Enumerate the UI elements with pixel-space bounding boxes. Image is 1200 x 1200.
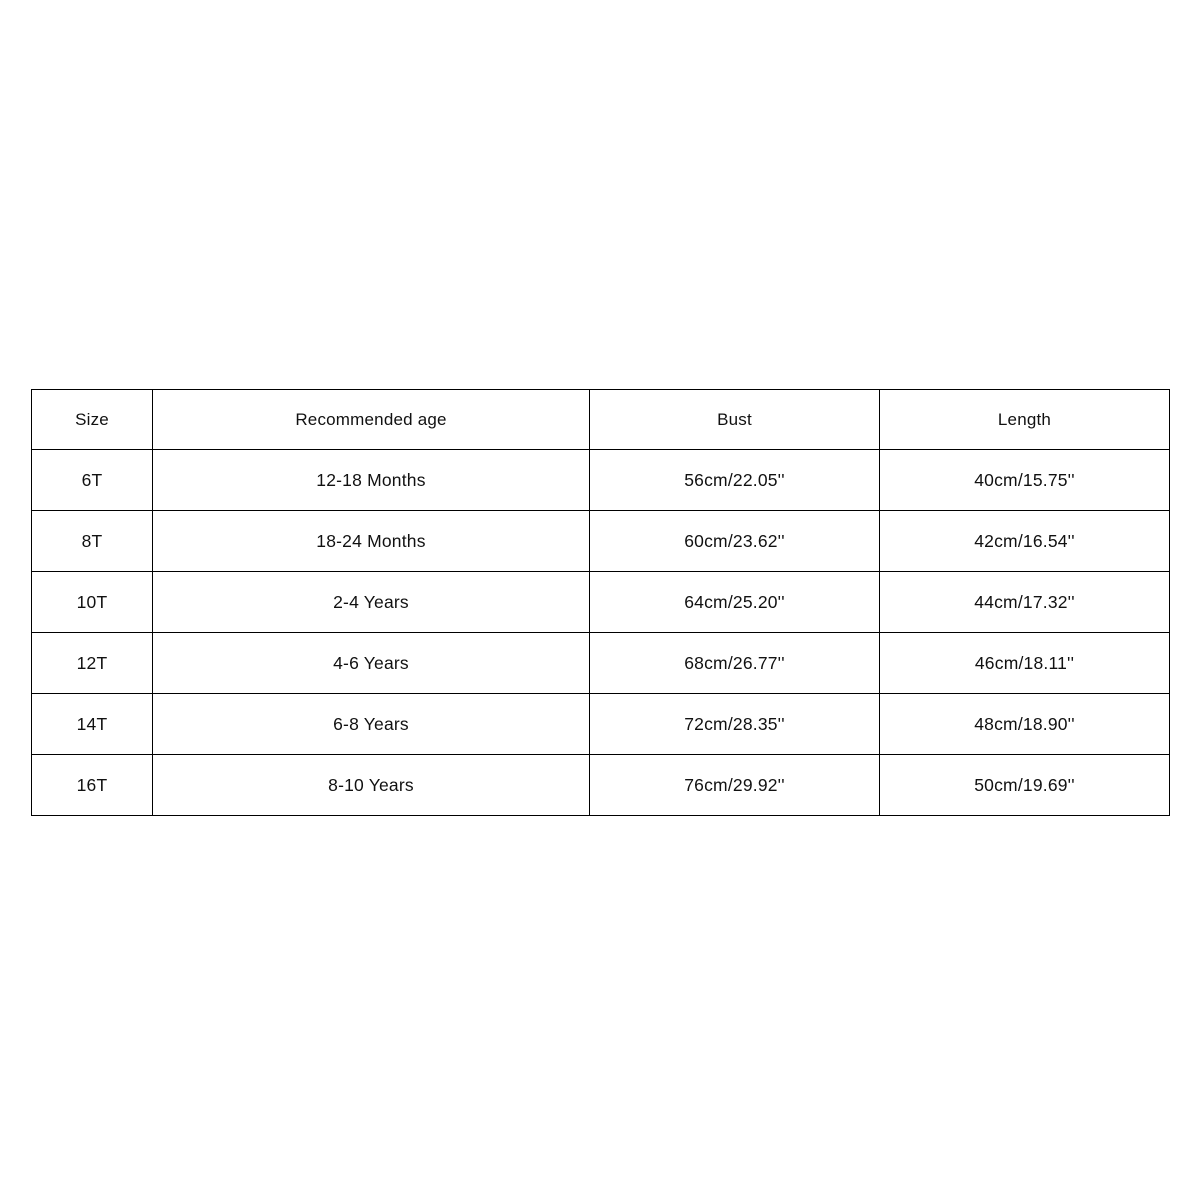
cell-size: 14T xyxy=(32,694,153,755)
cell-length: 44cm/17.32'' xyxy=(880,572,1170,633)
table-row xyxy=(32,633,1170,694)
size-chart-container xyxy=(31,389,1169,816)
cell-age: 4-6 Years xyxy=(153,633,590,694)
table-body xyxy=(32,450,1170,816)
cell-age: 6-8 Years xyxy=(153,694,590,755)
cell-bust: 72cm/28.35'' xyxy=(590,694,880,755)
table-row xyxy=(32,755,1170,816)
cell-size: 10T xyxy=(32,572,153,633)
cell-bust: 68cm/26.77'' xyxy=(590,633,880,694)
column-header-age: Recommended age xyxy=(153,390,590,450)
table-row xyxy=(32,694,1170,755)
cell-age: 8-10 Years xyxy=(153,755,590,816)
cell-length: 40cm/15.75'' xyxy=(880,450,1170,511)
table-header-row xyxy=(32,390,1170,450)
cell-length: 42cm/16.54'' xyxy=(880,511,1170,572)
size-chart-table xyxy=(31,389,1170,816)
table-row xyxy=(32,450,1170,511)
cell-size: 16T xyxy=(32,755,153,816)
cell-bust: 76cm/29.92'' xyxy=(590,755,880,816)
cell-length: 50cm/19.69'' xyxy=(880,755,1170,816)
column-header-size: Size xyxy=(32,390,153,450)
column-header-bust: Bust xyxy=(590,390,880,450)
cell-age: 18-24 Months xyxy=(153,511,590,572)
cell-bust: 60cm/23.62'' xyxy=(590,511,880,572)
table-header xyxy=(32,390,1170,450)
cell-size: 8T xyxy=(32,511,153,572)
cell-age: 12-18 Months xyxy=(153,450,590,511)
table-row xyxy=(32,572,1170,633)
cell-size: 6T xyxy=(32,450,153,511)
cell-length: 48cm/18.90'' xyxy=(880,694,1170,755)
cell-bust: 56cm/22.05'' xyxy=(590,450,880,511)
cell-length: 46cm/18.11'' xyxy=(880,633,1170,694)
column-header-length: Length xyxy=(880,390,1170,450)
table-row xyxy=(32,511,1170,572)
cell-bust: 64cm/25.20'' xyxy=(590,572,880,633)
cell-size: 12T xyxy=(32,633,153,694)
cell-age: 2-4 Years xyxy=(153,572,590,633)
